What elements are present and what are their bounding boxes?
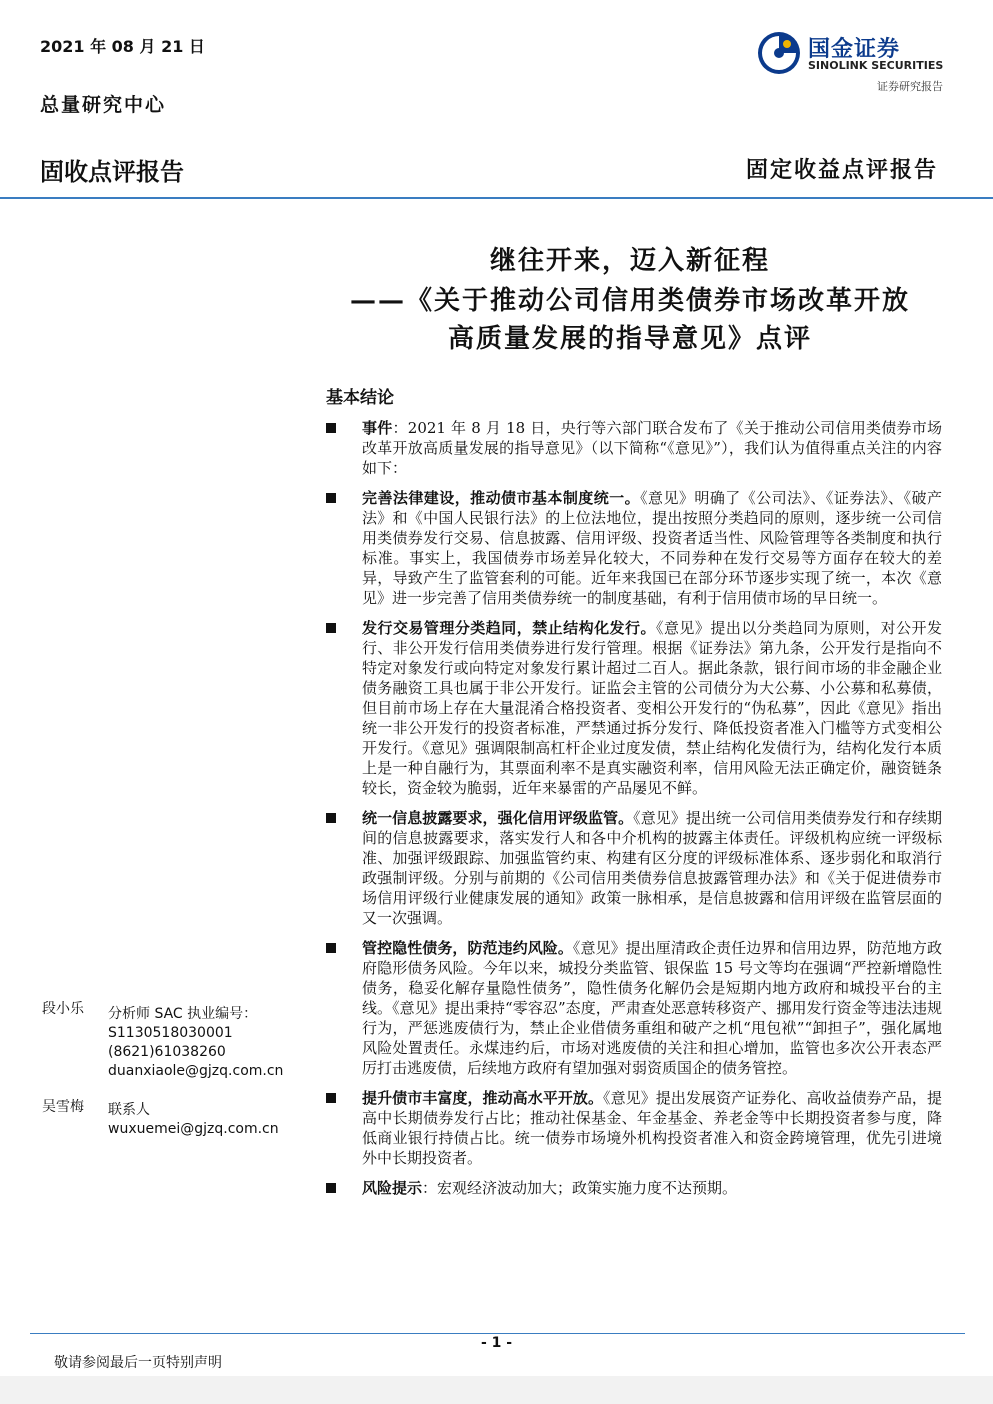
bullet-text: ：2021 年 8 月 18 日，央行等六部门联合发布了《关于推动公司信用类债券市场改革开放高质量发展的指导意见》（以下简称“《意见》”），我们认为值得重点关注的内容如下： <box>362 419 942 477</box>
bullet-text: 《意见》明确了《公司法》、《证券法》、《破产法》和《中国人民银行法》的上位法地位，提出按照分类趋同的原则，逐步统一公司信用类债券发行交易、信息披露、信用评级、投资者适当性、风险管理等各类制度和执行标准。事实上，我国债券市场差异化较大，不同券种在发行交易等方面存在较大的差异，导致产生了监管套利的可能。近年来我国已在部分环节逐步实现了统一，本次《意见》进一步完善了信用类债券统一的制度基础，有利于信用债市场的早日统一。 <box>362 489 942 607</box>
list-item <box>326 1088 942 1168</box>
company-logo <box>756 30 946 78</box>
square-bullet-icon <box>326 423 336 433</box>
logo-subtitle: 证券研究报告 <box>877 80 943 93</box>
author-sac-number: S1130518030001 <box>108 1025 233 1041</box>
conclusion-list <box>326 418 942 1208</box>
logo-en-text: SINOLINK SECURITIES <box>808 59 944 72</box>
square-bullet-icon <box>326 623 336 633</box>
square-bullet-icon <box>326 943 336 953</box>
bullet-heading: 提升债市丰富度，推动高水平开放。 <box>362 1089 604 1107</box>
author-name: 吴雪梅 <box>42 1099 84 1115</box>
section-title: 基本结论 <box>326 388 394 408</box>
list-item <box>326 938 942 1078</box>
author-title: 分析师 SAC 执业编号： <box>108 1006 258 1022</box>
report-type-right: 固定收益点评报告 <box>745 157 938 183</box>
bullet-heading: 管控隐性债务，防范违约风险。 <box>362 939 573 957</box>
report-date: 2021 年 08 月 21 日 <box>40 37 205 56</box>
bullet-heading: 事件 <box>362 419 393 437</box>
logo-cn-text: 国金证券 <box>808 37 901 62</box>
page-number: - 1 - <box>480 1335 513 1351</box>
bullet-text: 《意见》提出厘清政企责任边界和信用边界，防范地方政府隐形债务风险。今年以来，城投分类监管、银保监 15 号文等均在强调“严控新增隐性债务，稳妥化解存量隐性债务”，隐性债务化解仍会是短期内地方政府和城投平台的主线。《意见》提出秉持“零容忍”态度，严肃查处恶意转移资产、挪用发行资金等违法违规行为，严惩逃废债行为，禁止企业借债务重组和破产之机“甩包袱”“卸担子”，强化属地风险处置责任。永煤违约后，市场对逃废债的关注和担心增加，监管也多次公开表态严厉打击逃废债，后续地方政府有望加强对弱资质国企的债务管控。 <box>362 939 942 1077</box>
square-bullet-icon <box>326 493 336 503</box>
footer-bar <box>0 1376 993 1404</box>
list-item <box>326 418 942 478</box>
author-name: 段小乐 <box>42 1001 84 1017</box>
author-email[interactable]: duanxiaole@gjzq.com.cn <box>108 1063 284 1079</box>
footer-divider <box>30 1333 965 1334</box>
list-item <box>326 808 942 928</box>
author-phone: (8621)61038260 <box>108 1044 226 1060</box>
bullet-heading: 风险提示 <box>362 1179 423 1197</box>
footer-disclaimer: 敬请参阅最后一页特别声明 <box>54 1355 222 1371</box>
bullet-heading: 完善法律建设，推动债市基本制度统一。 <box>362 489 641 507</box>
bullet-text: 《意见》提出以分类趋同为原则，对公开发行、非公开发行信用类债券进行发行管理。根据《证券法》第九条，公开发行是指向不特定对象发行或向特定对象发行累计超过二百人。据此条款，银行间市场的非金融企业债务融资工具也属于非公开发行。证监会主管的公司债分为大公募、小公募和私募债，但目前市场上存在大量混淆合格投资者、变相公开发行的“伪私募”，因此《意见》指出统一非公开发行的投资者标准，严禁通过拆分发行、降低投资者准入门槛等方式变相公开发行。《意见》强调限制高杠杆企业过度发债，禁止结构化发债行为，结构化发行本质上是一种自融行为，其票面利率不是真实融资利率，信用风险无法正确定价，融资链条较长，资金较为脆弱，近年来暴雷的产品屡见不鲜。 <box>362 619 942 797</box>
research-center: 总量研究中心 <box>40 94 167 116</box>
author-contact <box>108 1101 279 1139</box>
title-line-2: ——《关于推动公司信用类债券市场改革开放 <box>349 286 910 316</box>
author-email[interactable]: wuxuemei@gjzq.com.cn <box>108 1121 279 1137</box>
title-line-1: 继往开来，迈入新征程 <box>489 246 770 276</box>
logo-mark-icon <box>756 30 802 76</box>
list-item <box>326 618 942 798</box>
square-bullet-icon <box>326 1093 336 1103</box>
bullet-heading: 发行交易管理分类趋同，禁止结构化发行。 <box>362 619 656 637</box>
bullet-text: ：宏观经济波动加大；政策实施力度不达预期。 <box>422 1179 738 1197</box>
author-contact <box>108 1005 283 1081</box>
report-type-left: 固收点评报告 <box>40 158 184 186</box>
bullet-heading: 统一信息披露要求，强化信用评级监管。 <box>362 809 634 827</box>
bullet-text: 《意见》提出发展资产证券化、高收益债券产品，提高中长期债券发行占比；推动社保基金、年金基金、养老金等中长期投资者参与度，降低商业银行持债占比。统一债券市场境外机构投资者准入和资金跨境管理，优先引进境外中长期投资者。 <box>362 1089 942 1167</box>
list-item <box>326 1178 942 1198</box>
bullet-text: 《意见》提出统一公司信用类债券发行和存续期间的信息披露要求，落实发行人和各中介机构的披露主体责任。评级机构应统一评级标准、加强评级跟踪、加强监管约束、构建有区分度的评级标准体系、逐步弱化和取消行政强制评级。分别与前期的《公司信用类债券信息披露管理办法》和《关于促进债券市场信用评级行业健康发展的通知》政策一脉相承，是信息披露和信用评级在监管层面的又一次强调。 <box>362 809 942 927</box>
square-bullet-icon <box>326 813 336 823</box>
square-bullet-icon <box>326 1183 336 1193</box>
header-divider <box>0 197 993 199</box>
author-title: 联系人 <box>108 1102 150 1118</box>
title-line-3: 高质量发展的指导意见》点评 <box>447 324 812 354</box>
list-item <box>326 488 942 608</box>
